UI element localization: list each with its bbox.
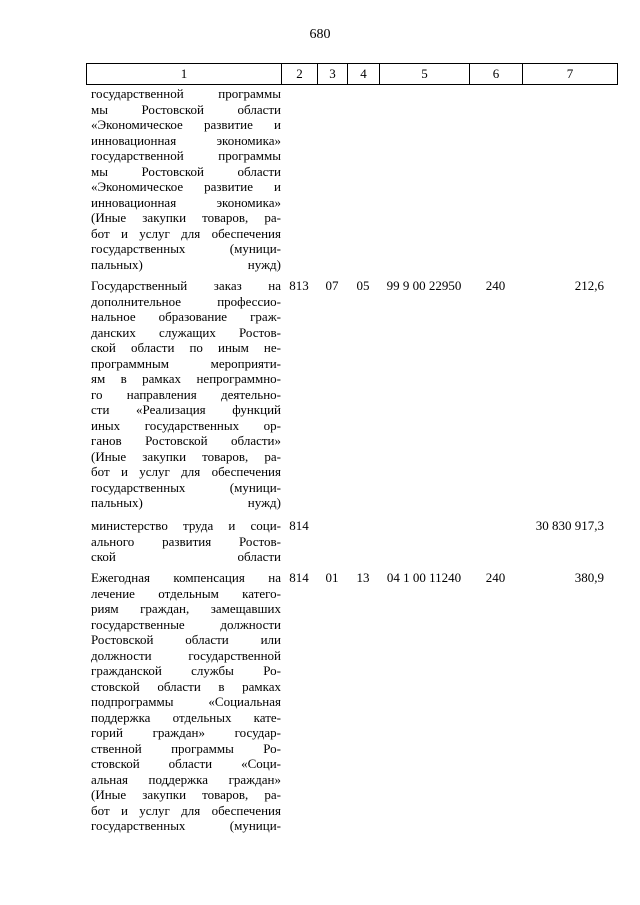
description-line: инновационная экономика»	[91, 194, 281, 210]
description-line: риям граждан, замещавших	[91, 601, 281, 616]
description-line: пальных) нужд)	[91, 495, 281, 510]
header-col-5: 5	[380, 64, 470, 85]
description-line: гражданской службы Ро-	[91, 663, 281, 678]
description-line: сти «Реализация функций	[91, 402, 281, 417]
description-line: ям в рамках непрограммно-	[91, 371, 281, 386]
description-line: программным мероприяти-	[91, 355, 281, 371]
description-line: пальных) нужд)	[91, 256, 281, 272]
description-line: го направления деятельно-	[91, 386, 281, 402]
page-number: 680	[309, 27, 331, 42]
description-line: «Экономическое развитие и	[91, 179, 281, 194]
expense-type: 240	[485, 278, 506, 293]
description-line: подпрограммы «Социальная	[91, 694, 281, 709]
header-col-1: 1	[87, 64, 282, 85]
description-line: дополнительное профессио-	[91, 293, 281, 309]
ministry-code: 814	[289, 518, 309, 533]
description-line: поддержка отдельных кате-	[91, 709, 281, 725]
amount: 212,6	[574, 278, 604, 293]
description-line: ской области	[91, 549, 281, 564]
description-line: лечение отдельным катего-	[91, 585, 281, 601]
target-article: 04 1 00 11240	[386, 570, 462, 585]
row-description	[91, 86, 281, 272]
description-line: «Экономичeское развитие и	[91, 117, 281, 132]
description-line: мы Ростовской области	[91, 101, 281, 117]
row-description	[91, 278, 281, 511]
description-line: (Иные закупки товаров, ра-	[91, 448, 281, 464]
description-line: стовской области в рамках	[91, 678, 281, 694]
amount: 30 830 917,3	[535, 518, 604, 533]
description-line: инновационная экономика»	[91, 132, 281, 148]
description-line: Ежегодная компенсация на	[91, 570, 281, 585]
row-description	[91, 570, 281, 834]
description-line: должности государственной	[91, 647, 281, 663]
description-line: мы Ростовской области	[91, 163, 281, 179]
description-line: государственных (муници-	[91, 818, 281, 833]
description-line: Государственный заказ на	[91, 278, 281, 293]
description-line: бот и услуг для обеспечения	[91, 225, 281, 241]
header-col-7: 7	[523, 64, 618, 85]
description-line: ской области по иным не-	[91, 340, 281, 355]
row-description	[91, 518, 281, 565]
description-line: (Иные закупки товаров, ра-	[91, 210, 281, 225]
description-line: государственной программы	[91, 86, 281, 101]
description-line: государственных (муници-	[91, 241, 281, 256]
description-line: министерство труда и соци-	[91, 518, 281, 533]
subsection-code: 05	[356, 278, 370, 293]
subsection-code: 13	[356, 570, 370, 585]
target-article: 99 9 00 22950	[386, 278, 462, 293]
description-line: нальное образование граж-	[91, 309, 281, 324]
description-line: бот и услуг для обеспечения	[91, 464, 281, 479]
description-line: горий граждан» государ-	[91, 725, 281, 740]
description-line: ального развития Ростов-	[91, 533, 281, 549]
header-col-4: 4	[348, 64, 380, 85]
description-line: данских служащих Ростов-	[91, 324, 281, 340]
section-code: 07	[325, 278, 339, 293]
table-header	[86, 63, 618, 85]
description-line: стовской области «Соци-	[91, 756, 281, 771]
header-col-3: 3	[318, 64, 348, 85]
header-col-6: 6	[470, 64, 523, 85]
description-line: альная поддержка граждан»	[91, 771, 281, 787]
description-line: бот и услуг для обеспечения	[91, 802, 281, 818]
ministry-code: 814	[289, 570, 309, 585]
description-line: иных государственных ор-	[91, 417, 281, 433]
description-line: ственной программы Ро-	[91, 740, 281, 756]
section-code: 01	[325, 570, 339, 585]
description-line: государственные должности	[91, 616, 281, 632]
ministry-code: 813	[289, 278, 309, 293]
description-line: (Иные закупки товаров, ра-	[91, 787, 281, 802]
amount: 380,9	[574, 570, 604, 585]
expense-type: 240	[485, 570, 506, 585]
header-col-2: 2	[282, 64, 318, 85]
description-line: Ростовской области или	[91, 632, 281, 647]
description-line: ганов Ростовской области»	[91, 433, 281, 448]
description-line: государственных (муници-	[91, 479, 281, 495]
description-line: государственной программы	[91, 148, 281, 163]
